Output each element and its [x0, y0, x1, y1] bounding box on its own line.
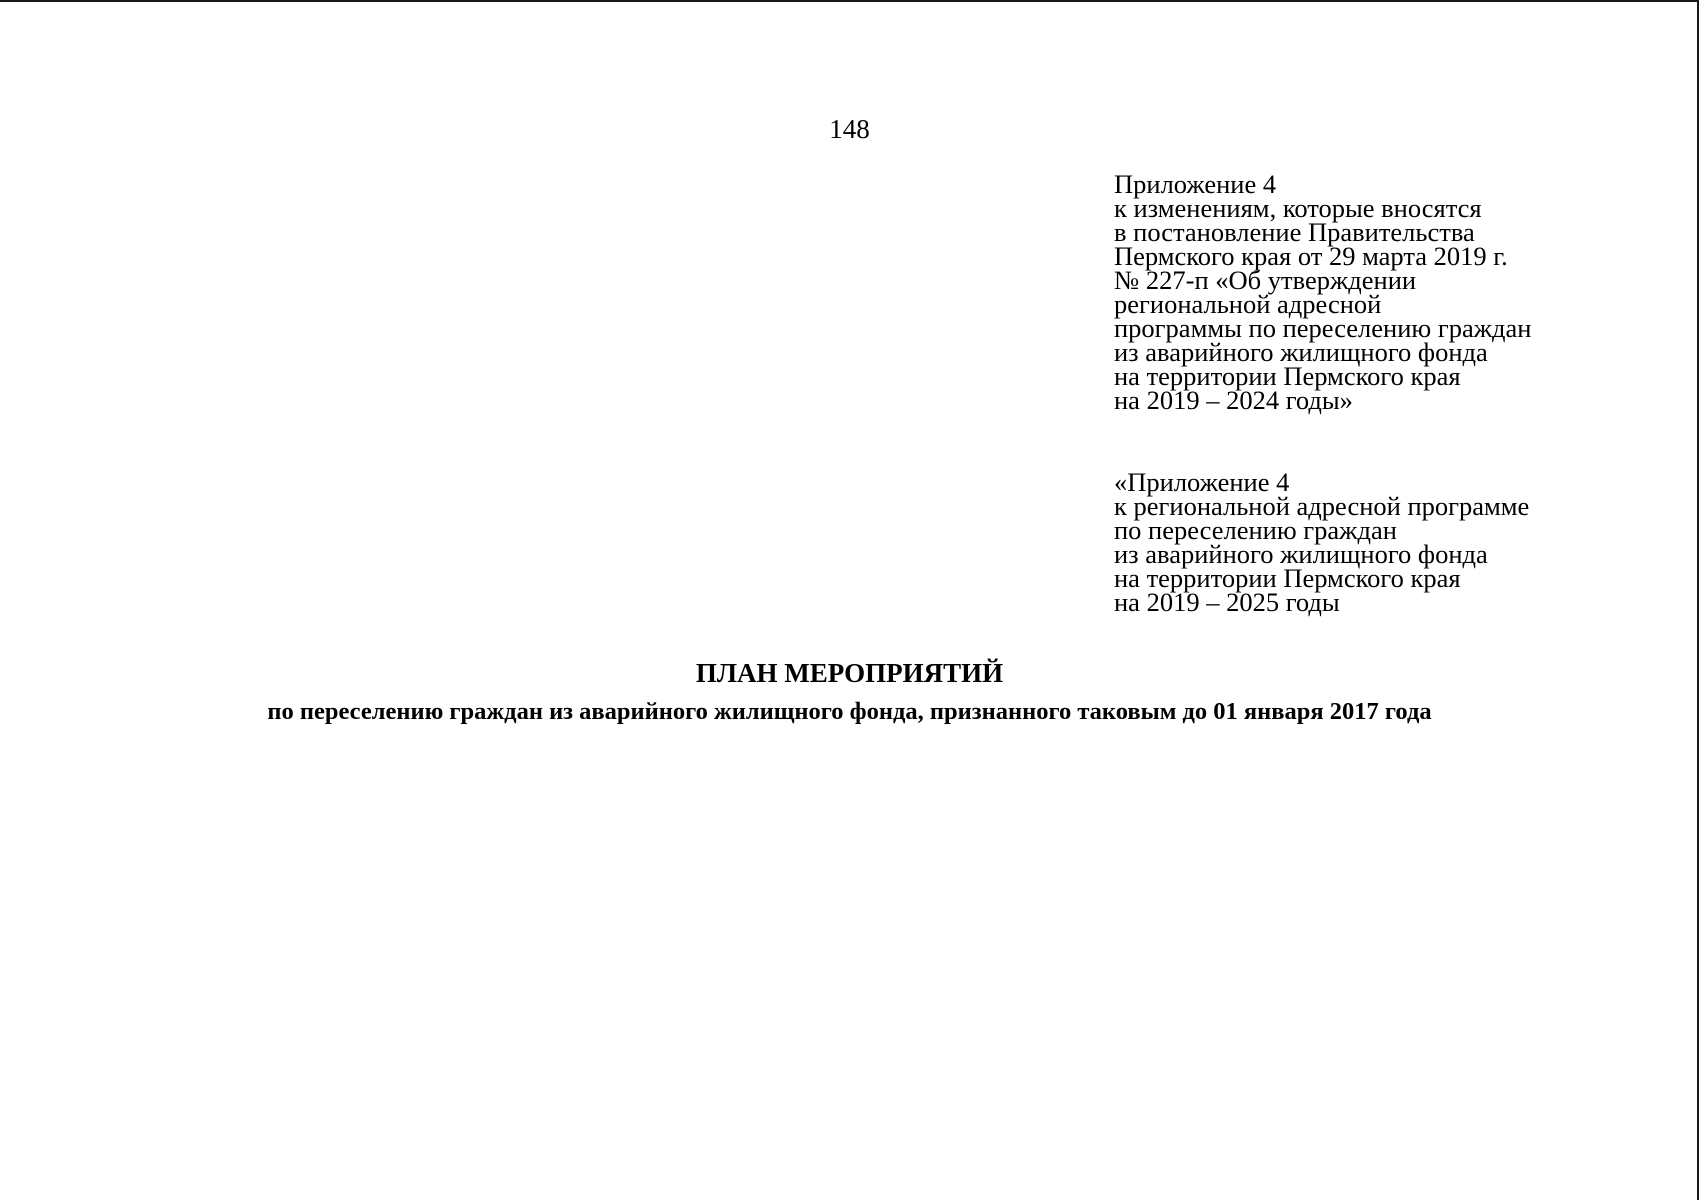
appendix-amendment-line: программы по переселению граждан: [1114, 313, 1532, 343]
scan-edge-top: [0, 0, 1699, 2]
appendix-amendment-block: [1114, 169, 1532, 415]
appendix-amendment-line: Приложение 4: [1114, 169, 1277, 199]
plan-title: ПЛАН МЕРОПРИЯТИЙ: [695, 658, 1004, 688]
appendix-amendment-line: из аварийного жилищного фонда: [1114, 337, 1488, 367]
appendix-program-line: «Приложение 4: [1114, 467, 1290, 497]
appendix-amendment-line: в постановление Правительства: [1114, 217, 1475, 247]
appendix-amendment-line: к изменениям, которые вносятся: [1114, 193, 1482, 223]
appendix-program-line: по переселению граждан: [1114, 515, 1397, 545]
appendix-program-line: на 2019 – 2025 годы: [1114, 587, 1340, 617]
appendix-amendment-line: региональной адресной: [1114, 289, 1382, 319]
appendix-amendment-line: на 2019 – 2024 годы»: [1114, 385, 1353, 415]
appendix-program-block: [1114, 467, 1530, 617]
appendix-amendment-line: № 227-п «Об утверждении: [1114, 265, 1417, 295]
appendix-amendment-line: Пермского края от 29 марта 2019 г.: [1114, 241, 1508, 271]
page-number: 148: [829, 114, 870, 144]
appendix-program-line: на территории Пермского края: [1114, 563, 1461, 593]
appendix-program-line: из аварийного жилищного фонда: [1114, 539, 1488, 569]
appendix-program-line: к региональной адресной программе: [1114, 491, 1530, 521]
plan-subtitle: по переселению граждан из аварийного жилищного фонда, признанного таковым до 01 января 2017 года: [267, 698, 1432, 725]
appendix-amendment-line: на территории Пермского края: [1114, 361, 1461, 391]
